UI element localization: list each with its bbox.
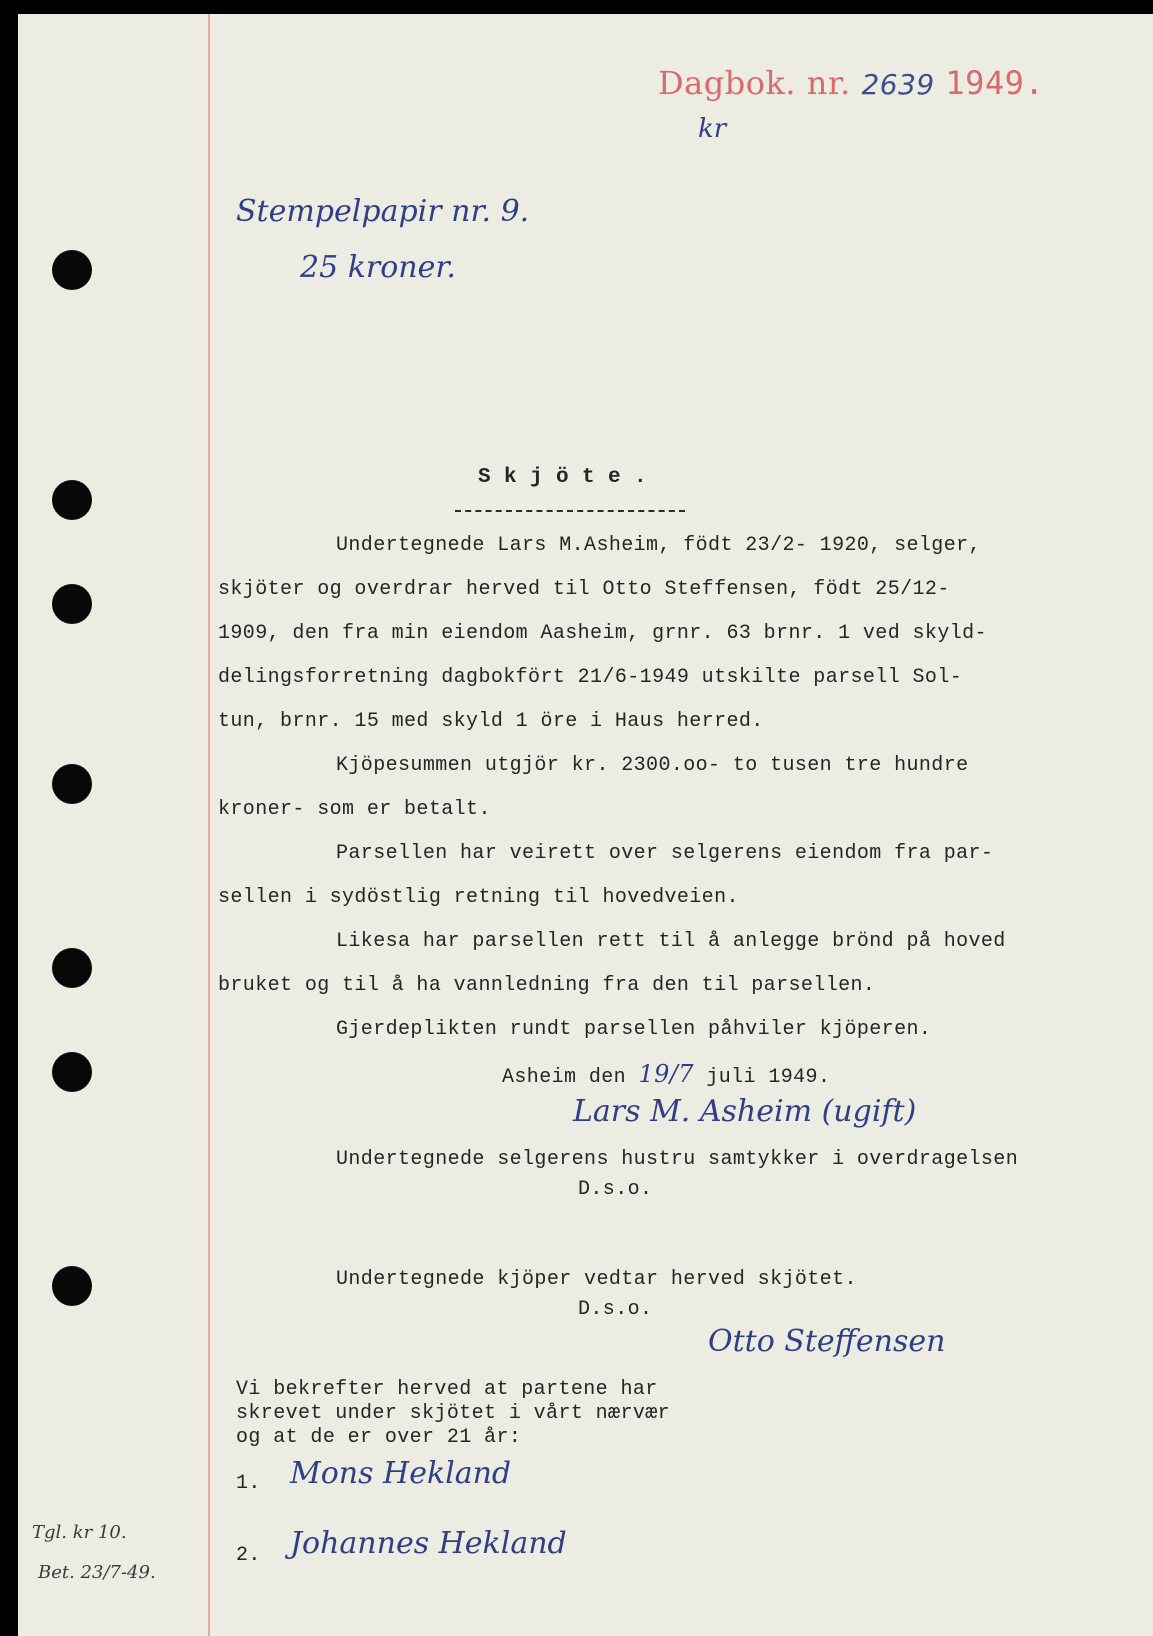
body-line: Undertegnede Lars M.Asheim, födt 23/2- 1920, selger, bbox=[336, 534, 981, 557]
body-line: Kjöpesummen utgjör kr. 2300.oo- to tusen tre hundre bbox=[336, 754, 969, 777]
red-margin-line bbox=[208, 14, 210, 1636]
margin-note-fee: Tgl. kr 10. bbox=[32, 1522, 127, 1543]
dso-line: D.s.o. bbox=[578, 1178, 653, 1201]
handwritten-date: 19/7 bbox=[638, 1060, 694, 1088]
body-line: 1909, den fra min eiendom Aasheim, grnr. 63 brnr. 1 ved skyld- bbox=[218, 622, 987, 645]
document-title: S k j ö t e . bbox=[478, 466, 648, 489]
binder-hole bbox=[52, 250, 92, 290]
body-line: sellen i sydöstlig retning til hovedveien. bbox=[218, 886, 739, 909]
body-line: kroner- som er betalt. bbox=[218, 798, 491, 821]
dso-line: D.s.o. bbox=[578, 1298, 653, 1321]
body-line: tun, brnr. 15 med skyld 1 öre i Haus herred. bbox=[218, 710, 764, 733]
body-line: bruket og til å ha vannledning fra den til parsellen. bbox=[218, 974, 876, 997]
stamp-paper-note: Stempelpapir nr. 9. bbox=[236, 194, 530, 229]
binder-hole bbox=[52, 584, 92, 624]
margin-note-paid: Bet. 23/7-49. bbox=[38, 1562, 156, 1583]
title-underline bbox=[455, 510, 685, 512]
body-line: Gjerdeplikten rundt parsellen påhviler kjöperen. bbox=[336, 1018, 932, 1041]
buyer-accept-line: Undertegnede kjöper vedtar herved skjötet. bbox=[336, 1268, 857, 1291]
stamp-number: 2639 bbox=[861, 68, 935, 101]
date-suffix: juli 1949. bbox=[706, 1066, 831, 1089]
binder-hole bbox=[52, 1266, 92, 1306]
binder-hole bbox=[52, 480, 92, 520]
seller-signature: Lars M. Asheim (ugift) bbox=[573, 1094, 917, 1129]
witness-intro-line: skrevet under skjötet i vårt nærvær bbox=[236, 1402, 671, 1425]
body-line: delingsforretning dagbokfört 21/6-1949 utskilte parsell Sol- bbox=[218, 666, 963, 689]
binder-hole bbox=[52, 948, 92, 988]
body-line: Parsellen har veirett over selgerens eiendom fra par- bbox=[336, 842, 994, 865]
spouse-consent-line: Undertegnede selgerens hustru samtykker i overdragelsen bbox=[336, 1148, 1019, 1171]
binder-hole bbox=[52, 764, 92, 804]
witness-number: 2. bbox=[236, 1544, 261, 1567]
document-page bbox=[18, 14, 1153, 1636]
stamp-label: Dagbok. nr. bbox=[658, 64, 851, 102]
witness-intro-line: Vi bekrefter herved at partene har bbox=[236, 1378, 658, 1401]
buyer-signature: Otto Steffensen bbox=[708, 1324, 946, 1359]
binder-hole bbox=[52, 1052, 92, 1092]
stamp-paper-value: 25 kroner. bbox=[300, 250, 456, 285]
body-line: skjöter og overdrar herved til Otto Steffensen, födt 25/12- bbox=[218, 578, 950, 601]
date-line bbox=[502, 1060, 830, 1089]
stamp-initials: kr bbox=[698, 114, 727, 144]
witness-signature: Johannes Hekland bbox=[290, 1526, 567, 1561]
witness-intro-line: og at de er over 21 år: bbox=[236, 1426, 522, 1449]
stamp-year: 1949. bbox=[945, 64, 1045, 102]
registry-stamp bbox=[658, 64, 1044, 102]
body-line: Likesa har parsellen rett til å anlegge brönd på hoved bbox=[336, 930, 1006, 953]
witness-signature: Mons Hekland bbox=[290, 1456, 512, 1491]
date-prefix: Asheim den bbox=[502, 1066, 627, 1089]
witness-number: 1. bbox=[236, 1472, 261, 1495]
